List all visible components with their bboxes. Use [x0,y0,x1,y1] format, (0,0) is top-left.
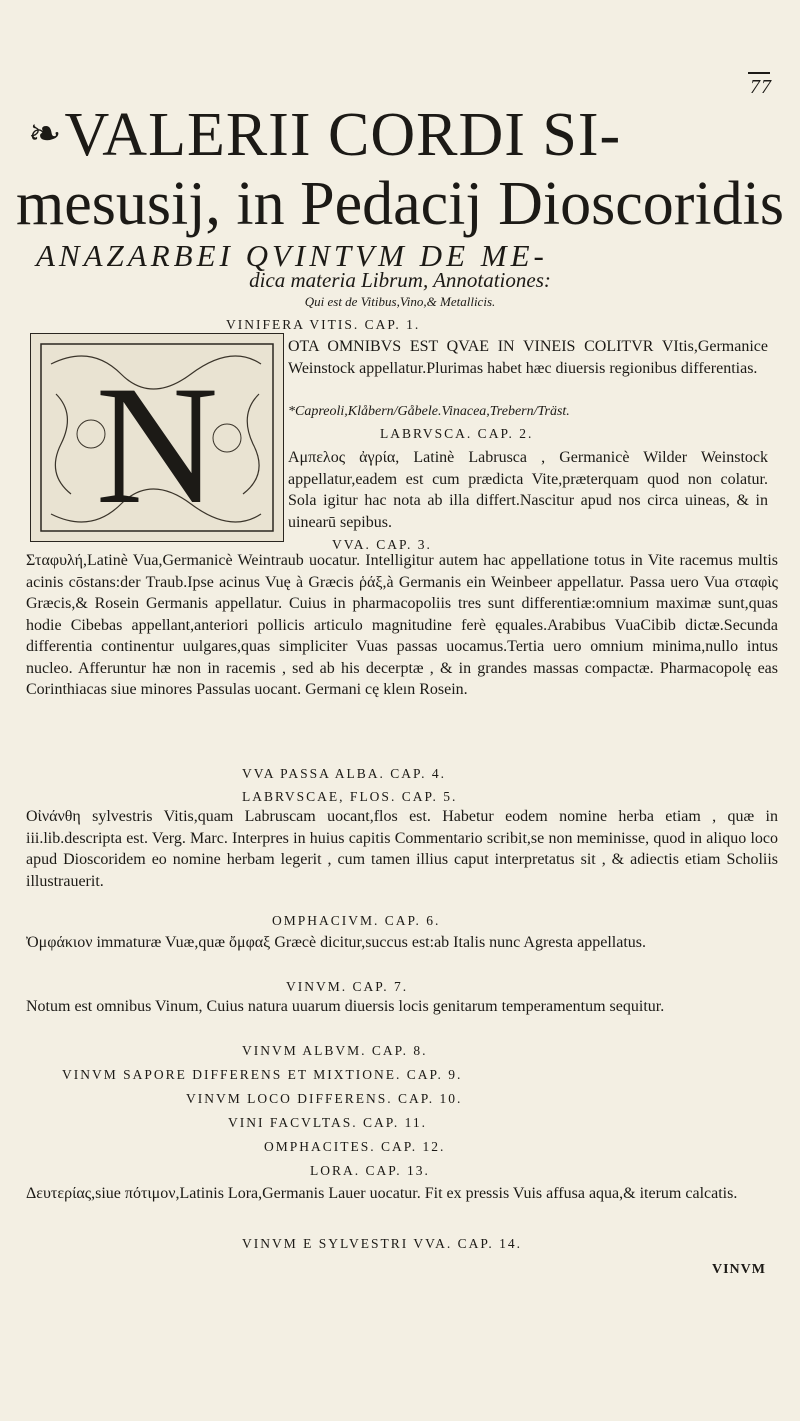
chapter-heading: VINVM E SYLVESTRI VVA. CAP. 14. [242,1236,523,1251]
chapter-heading: LORA. CAP. 13. [310,1163,430,1178]
title-line-1 [28,100,788,169]
chapter-heading: LABRVSCAE, FLOS. CAP. 5. [242,789,458,804]
body-paragraph: Ὀμφάκιον immaturæ Vuæ,quæ ὄμφαξ Græcè dicitur,succus est:ab Italis nunc Agresta appellatus. [26,934,647,951]
chapter-heading: OMPHACITES. CAP. 12. [264,1139,446,1154]
title-line-4: dica materia Librum, Annotationes: [249,268,551,292]
catchword: VINVM [712,1262,766,1277]
title-line-1-text: VALERII CORDI SI- [64,101,622,169]
decorated-initial-icon [31,334,283,541]
body-paragraph: Notum est omnibus Vinum, Cuius natura uuarum diuersis locis genitarum temperamentum sequitur. [26,998,665,1015]
body-paragraph: Αμπελος ἀγρία, Latinè Labrusca , Germanicè Wilder Weinstock appellatur,eadem est cum prædicta Vite,præterquam quod non colatur. Sola igitur hac nota ab illa differt.Nascitur apud nos circa uineas, & in uinearū sepibus. [288,449,768,531]
body-paragraph: Δευτερίας,siue πότιμον,Latinis Lora,Germanis Lauer uocatur. Fit ex pressis Vuis affusa aqua,& iterum calcatis. [26,1185,738,1202]
chapter-heading: OMPHACIVM. CAP. 6. [272,913,441,928]
chapter-heading: VINI FACVLTAS. CAP. 11. [228,1115,427,1130]
title-line-3: ANAZARBEI QVINTVM DE ME- [36,238,548,273]
title-line-2: mesusij, in Pedacij Dioscoridis [15,170,785,238]
chapter-heading: VINVM LOCO DIFFERENS. CAP. 10. [186,1091,463,1106]
fleuron-icon: ❧ [28,111,63,156]
decorated-initial [30,333,284,542]
folio-number: 77 [750,76,772,98]
body-paragraph: Οἰνάνθη sylvestris Vitis,quam Labruscam uocant,flos est. Habetur eodem nomine herba etiam , quæ in iii.lib.descripta est. Verg. Marc. Interpres in huius capitis Commentario scribit,se non meminisse, quod in aliquo loco apud Dioscoridem eo nomine herbam legerit , cum tamen illius caput interpretatus sit , & adiectis etiam Scholiis illustrauerit. [26,808,778,890]
marginal-note: *Capreoli,Klåbern/Gåbele.Vinacea,Trebern/Träst. [288,404,570,419]
title-line-5: Qui est de Vitibus,Vino,& Metallicis. [304,294,496,309]
chapter-heading: VINVM ALBVM. CAP. 8. [242,1043,428,1058]
chapter-heading: VVA. CAP. 3. [332,537,432,552]
chapter-heading: LABRVSCA. CAP. 2. [380,426,534,441]
body-paragraph: OTA OMNIBVS EST QVAE IN VINEIS COLITVR VItis,Germanice Weinstock appellatur.Plurimas habet hæc diuersis regionibus differentias. [288,338,768,377]
chapter-heading: VINIFERA VITIS. CAP. 1. [226,317,421,332]
body-paragraph: Σταφυλή,Latinè Vua,Germanicè Weintraub uocatur. Intelligitur autem hac appellatione totus in Vite racemus multis acinis cōstans:der Traub.Ipse acinus Vuę à Græcis ῥάξ,à Germanis ein Weinbeer appellatur. Passa uero Vua σταφὶς Græcis,& Rosein Germanis appellatur. Cuius in pharmacopoliis tres sunt differentiæ:omnium maximæ sunt,quas hodie Cibebas appellant,anteriori pollicis articulo magnitudine ferè ęquales.Arabibus VuaCibib dictæ.Secunda differentia continentur uulgares,quas simpliciter Vuas passas uocamus.Tertia uero omnium minima,nullo intus nucleo. Afferuntur hæ non in racemis , sed ab his decerptæ , & in grandes massas compactæ. Pharmacopolę eas Corinthiacas siue minores Passulas uocant. Germani cę kleın Rosein. [26,552,778,698]
chapter-heading: VINVM. CAP. 7. [286,979,409,994]
chapter-heading: VINVM SAPORE DIFFERENS ET MIXTIONE. CAP. 9. [62,1067,463,1082]
chapter-heading: VVA PASSA ALBA. CAP. 4. [242,766,446,781]
folio-rule [748,72,770,74]
initial-letter: N [95,351,219,539]
